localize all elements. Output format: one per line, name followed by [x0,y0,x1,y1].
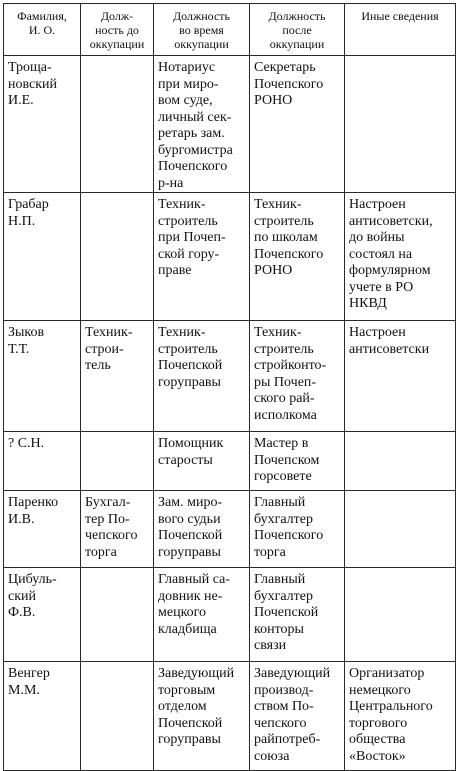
cell-other-info [345,491,456,568]
table-row [4,193,456,321]
cell-position-after: Техник- строитель по школам Почепского РОНО [250,193,345,321]
table-row [4,432,456,491]
header-position-after-text: Должность после оккупации [268,9,326,51]
cell-name: Цибуль- ский Ф.В. [4,568,81,662]
table-header [4,4,456,56]
cell-other-info [345,56,456,193]
header-position-during-text: Должность во время оккупации [172,9,231,51]
cell-other-info: Настроен антисоветски [345,321,456,432]
cell-position-after: Секретарь Почепского РОНО [250,56,345,193]
occupation-table [3,3,456,771]
cell-position-before [81,193,154,321]
header-other-info-text: Иные сведения [361,9,439,23]
header-position-before [81,4,154,56]
cell-position-before [81,662,154,771]
cell-name: Венгер М.М. [4,662,81,771]
cell-position-after: Главный бухгалтер Почепского торга [250,491,345,568]
cell-position-after: Мастер в Почепском горсовете [250,432,345,491]
table-body [4,56,456,771]
cell-name: ? С.Н. [4,432,81,491]
cell-other-info: Настроен антисоветски, до войны состоял на формулярном учете в РО НКВД [345,193,456,321]
table-row [4,56,456,193]
cell-position-during: Нотариус при миро- вом суде, личный сек- ретарь зам. бургомистра Почепского р-на [154,56,250,193]
cell-position-during: Заведующий торговым отделом Почепской горуправы [154,662,250,771]
cell-name: Зыков Т.Т. [4,321,81,432]
document-page [3,3,455,771]
cell-other-info: Организатор немецкого Центрального торгового общества «Восток» [345,662,456,771]
cell-position-before: Техник- строи- тель [81,321,154,432]
cell-position-before [81,56,154,193]
header-position-before-text: Долж- ность до оккупации [89,9,145,51]
table-row [4,568,456,662]
header-position-after [250,4,345,56]
header-name-text: Фамилия, И. О. [17,9,67,37]
cell-position-during: Зам. миро- вого судьи Почепской горуправы [154,491,250,568]
cell-name: Трощa- новский И.Е. [4,56,81,193]
table-row [4,321,456,432]
cell-name: Грабар Н.П. [4,193,81,321]
cell-position-during: Помощник старосты [154,432,250,491]
cell-position-before [81,432,154,491]
cell-position-during: Техник- строитель при Почеп- ской гору- праве [154,193,250,321]
header-name [4,4,81,56]
table-row [4,662,456,771]
cell-position-after: Главный бухгалтер Почепской конторы связи [250,568,345,662]
cell-other-info [345,568,456,662]
cell-position-during: Главный са- довник не- мецкого кладбища [154,568,250,662]
cell-position-before [81,568,154,662]
table-row [4,491,456,568]
header-row [4,4,456,56]
header-position-during [154,4,250,56]
cell-name: Паренко И.В. [4,491,81,568]
cell-position-before: Бухгал- тер По- чепского торга [81,491,154,568]
cell-position-after: Техник- строитель стройконто- ры Почеп- ского рай- исполкома [250,321,345,432]
cell-other-info [345,432,456,491]
cell-position-during: Техник- строитель Почепской горуправы [154,321,250,432]
cell-position-after: Заведующий производ- ством По- чепского райпотреб- союза [250,662,345,771]
header-other-info [345,4,456,56]
